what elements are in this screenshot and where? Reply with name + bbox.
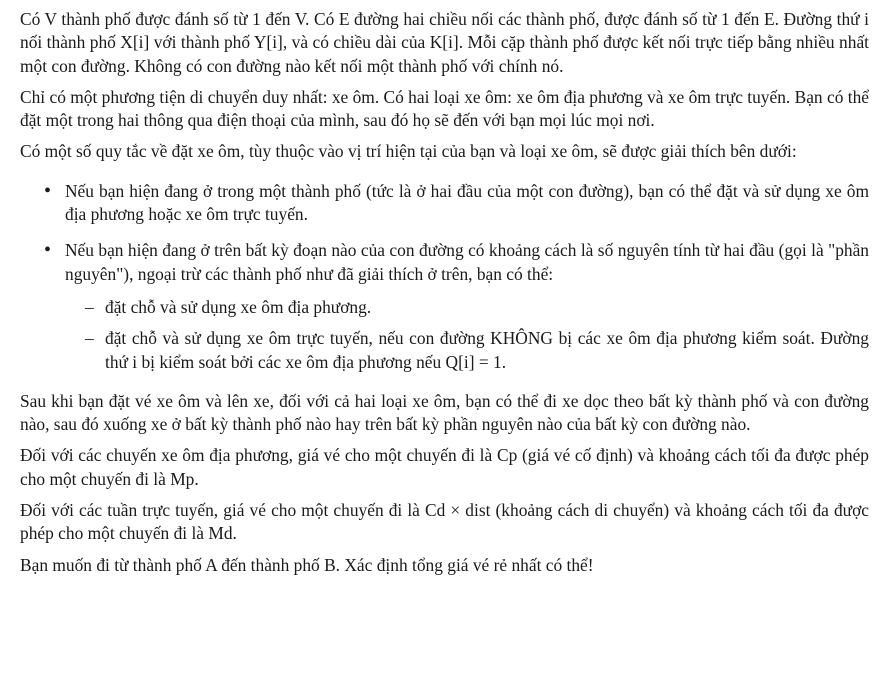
paragraph-xe-om-types: Chỉ có một phương tiện di chuyển duy nhất: xe ôm. Có hai loại xe ôm: xe ôm địa phương và xe ôm trực tuyến. Bạn có thể đặt một trong hai thông qua điện thoại của mình, sau đó họ sẽ đến với bạn mọi lúc mọi nơi. — [20, 86, 869, 131]
paragraph-local-fare: Đối với các chuyến xe ôm địa phương, giá vé cho một chuyến đi là Cp (giá vé cố định) và khoảng cách tối đa được phép cho một chuyến đi là Mp. — [20, 445, 869, 489]
paragraph-rules-intro: Có một số quy tắc về đặt xe ôm, tùy thuộc vào vị trí hiện tại của bạn và loại xe ôm, sẽ được giải thích bên dưới: — [20, 141, 797, 162]
rule-in-city: • Nếu bạn hiện đang ở trong một thành phố (tức là ở hai đầu của một con đường), bạn có thể đặt và sử dụng xe ôm địa phương hoặc xe ôm trực tuyến. — [20, 180, 869, 227]
rules-list — [20, 180, 869, 374]
road-option-local: – đặt chỗ và sử dụng xe ôm địa phương. — [65, 296, 869, 319]
road-options-list — [65, 296, 869, 374]
paragraph-goal: Bạn muốn đi từ thành phố A đến thành phố B. Xác định tổng giá vé rẻ nhất có thể! — [20, 554, 594, 575]
rule-on-road-text: Nếu bạn hiện đang ở trên bất kỳ đoạn nào của con đường có khoảng cách là số nguyên tính từ hai đầu (gọi là "phần nguyên"), ngoại trừ các thành phố như đã giải thích ở trên, bạn có thể: — [65, 240, 869, 284]
road-option-online: – đặt chỗ và sử dụng xe ôm trực tuyến, nếu con đường KHÔNG bị các xe ôm địa phương kiểm soát. Đường thứ i bị kiểm soát bởi các xe ôm địa phương nếu Q[i] = 1. — [65, 327, 869, 374]
paragraph-cities-roads: Có V thành phố được đánh số từ 1 đến V. Có E đường hai chiều nối các thành phố, được đánh số từ 1 đến E. Đường thứ i nối thành phố X[i] với thành phố Y[i], và có chiều dài của K[i]. Mỗi cặp thành phố được kết nối trực tiếp bằng nhiều nhất một con đường. Không có con đường nào kết nối một thành phố với chính nó. — [20, 9, 869, 76]
rule-on-road — [20, 239, 869, 373]
paragraph-ride-anywhere: Sau khi bạn đặt vé xe ôm và lên xe, đối với cả hai loại xe ôm, bạn có thể đi xe dọc theo bất kỳ thành phố và con đường nào, sau đó xuống xe ở bất kỳ thành phố nào hay trên bất kỳ phần nguyên nào của bất kỳ con đường nào. — [20, 390, 869, 435]
paragraph-online-fare: Đối với các tuần trực tuyến, giá vé cho một chuyến đi là Cd × dist (khoảng cách di chuyển) và khoảng cách tối đa được phép cho một chuyến đi là Md. — [20, 500, 869, 544]
